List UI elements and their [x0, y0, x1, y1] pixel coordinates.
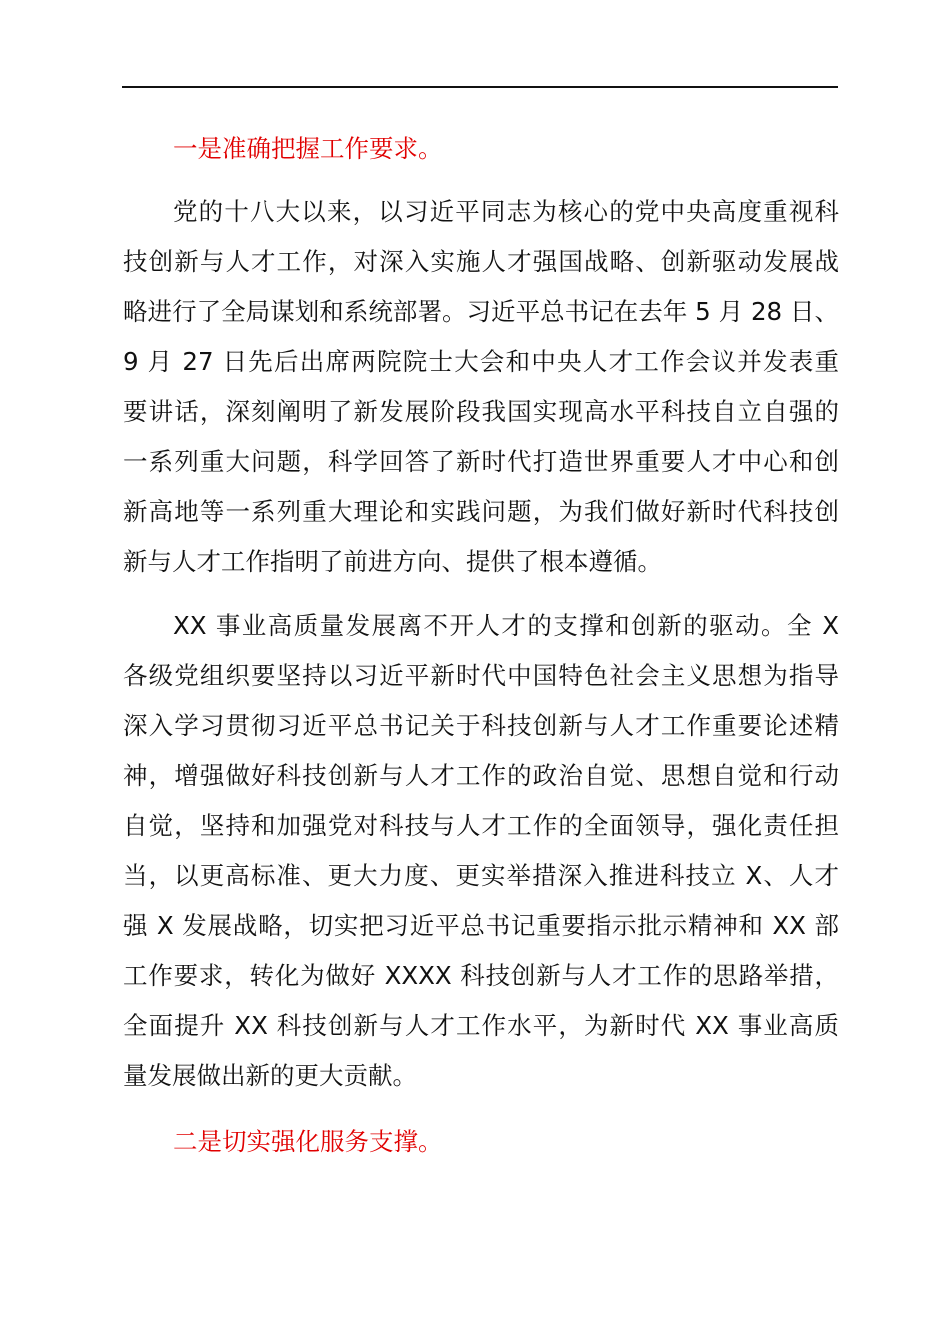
paragraph-line: 神，增强做好科技创新与人才工作的政治自觉、思想自觉和行动	[123, 761, 839, 790]
paragraph-line: 要讲话，深刻阐明了新发展阶段我国实现高水平科技自立自强的	[123, 397, 839, 426]
paragraph-line: 全面提升 XX 科技创新与人才工作水平，为新时代 XX 事业高质	[123, 1011, 839, 1040]
paragraph-line: 略进行了全局谋划和系统部署。习近平总书记在去年 5 月 28 日、	[123, 297, 839, 326]
document-body	[123, 124, 839, 1167]
paragraph-one	[123, 187, 839, 587]
header-rule	[122, 86, 838, 88]
section-heading-two: 二是切实强化服务支撑。	[173, 1127, 443, 1156]
paragraph-line: 强 X 发展战略，切实把习近平总书记重要指示批示精神和 XX 部	[123, 911, 839, 940]
paragraph-line: 一系列重大问题，科学回答了新时代打造世界重要人才中心和创	[123, 447, 839, 476]
section-heading-one: 一是准确把握工作要求。	[173, 134, 443, 163]
paragraph-line: 自觉，坚持和加强党对科技与人才工作的全面领导，强化责任担	[123, 811, 839, 840]
paragraph-line: 当，以更高标准、更大力度、更实举措深入推进科技立 X、人才	[123, 861, 839, 890]
paragraph-line: XX 事业高质量发展离不开人才的支撑和创新的驱动。全 X	[173, 611, 839, 640]
paragraph-two	[123, 601, 839, 1101]
paragraph-line: 深入学习贯彻习近平总书记关于科技创新与人才工作重要论述精	[123, 711, 839, 740]
paragraph-line: 党的十八大以来，以习近平同志为核心的党中央高度重视科	[173, 197, 839, 226]
paragraph-line: 技创新与人才工作，对深入实施人才强国战略、创新驱动发展战	[123, 247, 839, 276]
paragraph-line: 新与人才工作指明了前进方向、提供了根本遵循。	[123, 547, 662, 576]
paragraph-line: 新高地等一系列重大理论和实践问题，为我们做好新时代科技创	[123, 497, 839, 526]
paragraph-line: 各级党组织要坚持以习近平新时代中国特色社会主义思想为指导	[123, 661, 839, 690]
paragraph-line: 工作要求，转化为做好 XXXX 科技创新与人才工作的思路举措，	[123, 961, 839, 990]
paragraph-line: 9 月 27 日先后出席两院院士大会和中央人才工作会议并发表重	[123, 347, 839, 376]
paragraph-line: 量发展做出新的更大贡献。	[123, 1061, 417, 1090]
